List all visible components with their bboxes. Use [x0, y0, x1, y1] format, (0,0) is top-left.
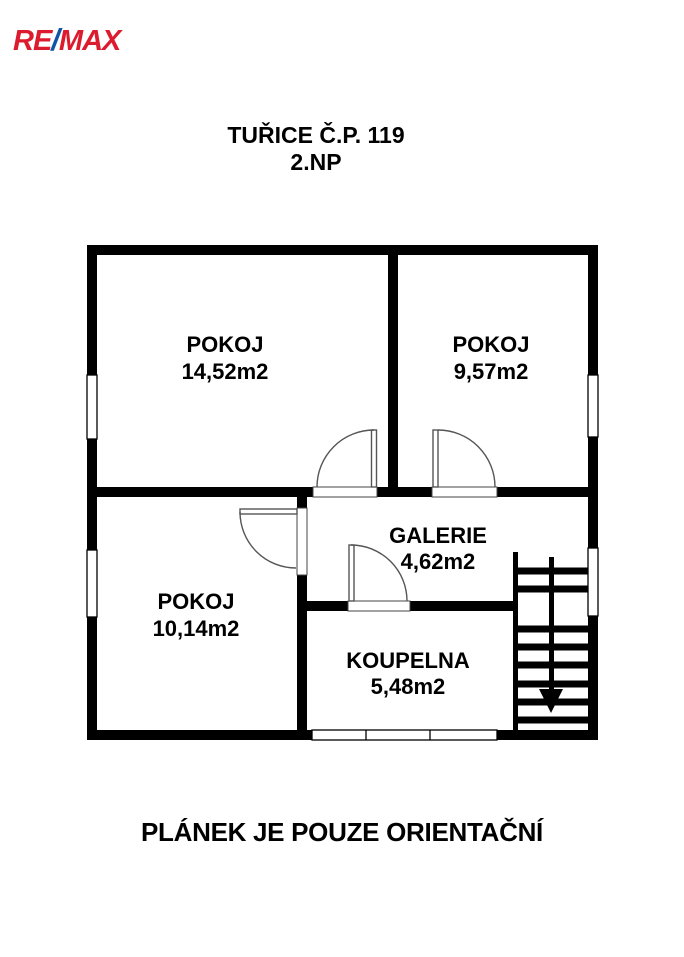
stairs-left-rail — [513, 552, 518, 740]
disclaimer-text: PLÁNEK JE POUZE ORIENTAČNÍ — [141, 817, 543, 847]
floor-plan-drawing — [80, 240, 605, 745]
door-leaf-pokoj1 — [372, 430, 377, 487]
remax-logo — [13, 22, 120, 58]
room-name: GALERIE — [389, 523, 487, 548]
logo-text-max: MAX — [58, 25, 121, 57]
door-leaf-koupelna — [349, 545, 354, 601]
doors — [240, 430, 495, 601]
room-label-pokoj-1014 — [153, 588, 240, 642]
room-name: KOUPELNA — [346, 648, 470, 673]
plan-title — [0, 122, 632, 176]
door-leaf-pokoj2 — [433, 430, 438, 487]
opening-pokoj1 — [313, 487, 377, 497]
door-arc-pokoj2 — [438, 430, 495, 487]
plan-title-line2: 2.NP — [290, 149, 342, 175]
room-label-koupelna — [346, 648, 469, 700]
room-name: POKOJ — [452, 332, 530, 357]
window-bottom — [312, 730, 497, 740]
window-left-lower — [87, 550, 97, 617]
door-leaf-pokoj3 — [240, 509, 297, 514]
wall-top — [87, 245, 598, 255]
room-area: 9,57m2 — [453, 359, 529, 384]
opening-pokoj3 — [297, 508, 307, 575]
room-name: POKOJ — [186, 332, 264, 357]
room-label-pokoj-1452 — [182, 331, 269, 385]
stairs-direction-line — [549, 557, 554, 691]
stairs — [513, 552, 589, 740]
window-right-lower — [588, 548, 598, 616]
logo-text-re: RE — [13, 25, 52, 57]
room-name: POKOJ — [157, 589, 235, 614]
room-area: 4,62m2 — [400, 549, 476, 574]
door-arc-pokoj3 — [240, 512, 296, 568]
room-area: 5,48m2 — [370, 674, 446, 699]
room-area: 10,14m2 — [152, 616, 240, 641]
room-label-pokoj-957 — [452, 331, 529, 385]
window-left-upper — [87, 375, 97, 439]
window-right-upper — [588, 375, 598, 437]
door-arc-pokoj1 — [317, 430, 374, 487]
plan-title-line1: TUŘICE Č.P. 119 — [227, 122, 405, 148]
room-area: 14,52m2 — [181, 359, 269, 384]
logo-slash-icon: / — [51, 22, 59, 57]
room-label-galerie — [389, 523, 487, 575]
opening-koupelna — [348, 601, 410, 611]
wall-between-upper-rooms — [388, 245, 398, 497]
opening-pokoj2 — [432, 487, 497, 497]
